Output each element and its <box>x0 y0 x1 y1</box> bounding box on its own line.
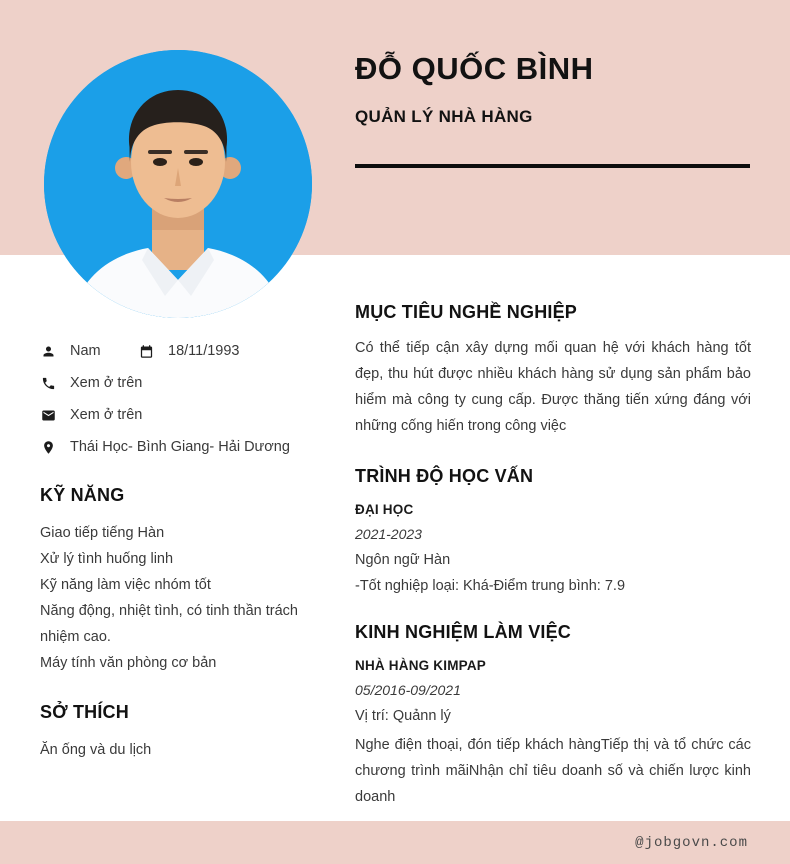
skill-item: Kỹ năng làm việc nhóm tốt <box>40 577 211 593</box>
skill-item: Năng động, nhiệt tình, có tinh thần trách nhiệm cao. <box>40 603 298 645</box>
experience-company: NHÀ HÀNG KIMPAP <box>355 658 486 673</box>
skill-item: Máy tính văn phòng cơ bản <box>40 655 217 671</box>
hobbies-heading: SỞ THÍCH <box>40 702 129 722</box>
contact-row-address <box>40 439 326 455</box>
education-period: 2021-2023 <box>355 526 422 542</box>
experience-position: Vị trí: Quảnn lý <box>355 708 451 724</box>
experience-period: 05/2016-09/2021 <box>355 682 461 698</box>
hobby-item: Ăn ống và du lịch <box>40 742 152 758</box>
email-icon <box>40 407 56 423</box>
right-column <box>355 302 751 810</box>
location-pin-icon <box>40 439 56 455</box>
experience-description: Nghe điện thoại, đón tiếp khách hàngTiếp thị và tổ chức các chương trình mãiNhận chỉ tiêu doanh số và chiến lược kinh doanh <box>355 737 751 805</box>
dob-value: 18/11/1993 <box>168 343 240 359</box>
contact-row-gender-dob <box>40 343 326 359</box>
education-major: Ngôn ngữ Hàn <box>355 552 451 568</box>
skills-heading: KỸ NĂNG <box>40 485 125 505</box>
left-column <box>40 343 326 763</box>
experience-heading: KINH NGHIỆM LÀM VIỆC <box>355 622 572 642</box>
phone-icon <box>40 375 56 391</box>
footer-band <box>0 821 790 864</box>
gender-value: Nam <box>70 343 101 359</box>
header-divider <box>355 164 750 168</box>
contact-row-phone <box>40 375 326 391</box>
skills-list <box>40 520 326 676</box>
profile-photo-illustration <box>44 50 312 318</box>
candidate-name: ĐỖ QUỐC BÌNH <box>355 51 594 86</box>
profile-photo <box>44 50 312 318</box>
objective-heading: MỤC TIÊU NGHỀ NGHIỆP <box>355 302 578 322</box>
hobbies-list <box>40 737 326 763</box>
education-school: ĐẠI HỌC <box>355 502 414 517</box>
calendar-icon <box>138 343 154 359</box>
footer-watermark: @jobgovn.com <box>635 834 748 851</box>
phone-value: Xem ở trên <box>70 375 143 391</box>
education-detail: -Tốt nghiệp loại: Khá-Điểm trung bình: 7.9 <box>355 578 626 594</box>
person-icon <box>40 343 56 359</box>
email-value: Xem ở trên <box>70 407 143 423</box>
candidate-job-title: QUẢN LÝ NHÀ HÀNG <box>355 106 533 126</box>
objective-text: Có thể tiếp cận xây dựng mối quan hệ với khách hàng tốt đẹp, thu hút được nhiều khách hàng sử dụng sản phẩm bảo hiểm mà công ty cung cấp. Được thăng tiến xứng đáng với những cống hiến trong công việc <box>355 340 751 434</box>
address-value: Thái Học- Bình Giang- Hải Dương <box>70 439 290 455</box>
skill-item: Giao tiếp tiếng Hàn <box>40 525 165 541</box>
contact-row-email <box>40 407 326 423</box>
education-heading: TRÌNH ĐỘ HỌC VẤN <box>355 466 534 486</box>
header-text-block <box>355 50 751 168</box>
skill-item: Xử lý tình huống linh <box>40 551 174 567</box>
